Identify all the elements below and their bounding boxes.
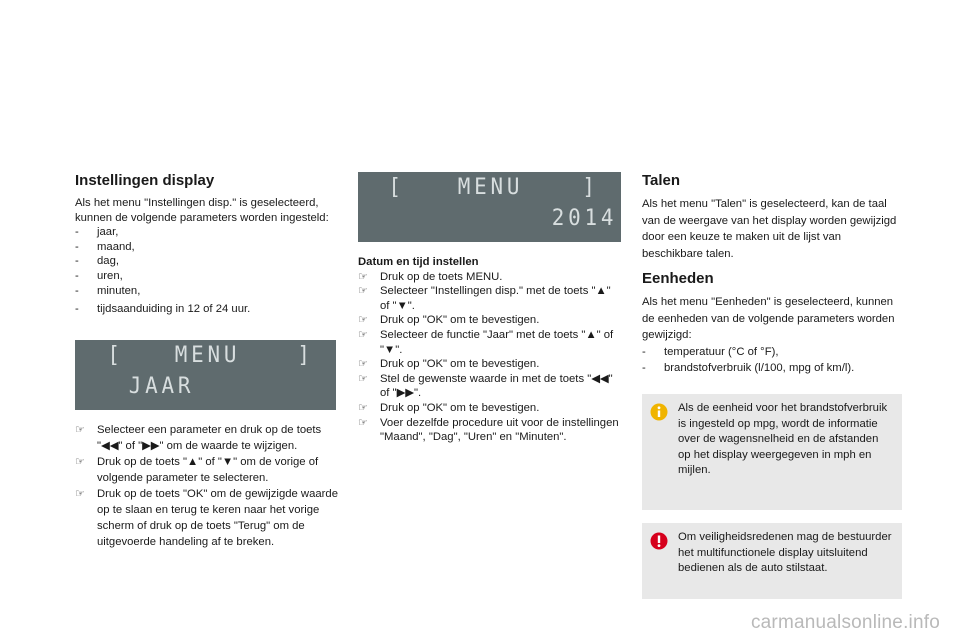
lcd-value: JAAR xyxy=(128,374,195,399)
list-item xyxy=(358,328,623,357)
step-text: Stel de gewenste waarde in met de toets "◀◀" of "▶▶". xyxy=(380,372,613,400)
lcd-display-2014 xyxy=(358,172,621,242)
section-title-display-settings: Instellingen display xyxy=(75,172,215,189)
units-text: Als het menu "Eenheden" is geselecteerd, kunnen de eenheden van de volgende parameters worden gewijzigd: xyxy=(642,296,895,341)
step-text: Druk op "OK" om te bevestigen. xyxy=(380,314,540,327)
list-item: - temperatuur (°C of °F), xyxy=(642,344,897,361)
list-item xyxy=(75,422,340,454)
warning-note xyxy=(642,523,902,599)
list-item: - uren, xyxy=(75,269,340,284)
date-time-steps-list xyxy=(358,270,623,445)
list-item xyxy=(358,313,623,328)
lcd-bracket-left: [ xyxy=(388,175,405,200)
list-item xyxy=(358,357,623,372)
lcd-bracket-right: ] xyxy=(297,343,314,368)
step-text: Druk op "OK" om te bevestigen. xyxy=(380,401,540,414)
step-text: Druk op de toets "▲" of "▼" om de vorige of volgende parameter te selecteren. xyxy=(97,456,319,484)
list-item: - tijdsaanduiding in 12 of 24 uur. xyxy=(75,302,340,317)
pointing-finger-icon: ☞ xyxy=(358,401,368,414)
list-item xyxy=(75,454,340,486)
step-text: Druk op de toets MENU. xyxy=(380,270,503,283)
list-item: - dag, xyxy=(75,254,340,269)
watermark: carmanualsonline.info xyxy=(750,612,940,633)
info-note xyxy=(642,394,902,510)
left-steps-list xyxy=(75,422,340,550)
section-title-units: Eenheden xyxy=(642,270,714,287)
list-item: - brandstofverbruik (l/100, mpg of km/l). xyxy=(642,360,897,377)
step-text: Selecteer "Instellingen disp." met de toets "▲" of "▼". xyxy=(380,285,611,312)
pointing-finger-icon: ☞ xyxy=(358,270,368,283)
step-text: Voer dezelfde procedure uit voor de instellingen "Maand", "Dag", "Uren" en "Minuten". xyxy=(380,416,619,444)
list-item: - jaar, xyxy=(75,225,340,240)
pointing-finger-icon: ☞ xyxy=(358,372,368,385)
list-item xyxy=(358,416,623,445)
list-item xyxy=(358,372,623,401)
pointing-finger-icon: ☞ xyxy=(75,488,85,500)
right-column xyxy=(642,172,897,377)
pointing-finger-icon: ☞ xyxy=(358,314,368,327)
list-item: - maand, xyxy=(75,240,340,255)
languages-text: Als het menu "Talen" is geselecteerd, kan de taal van de weergave van het display worden gewijzigd door een keuze te maken uit de lijst van beschikbare talen. xyxy=(642,198,897,260)
display-settings-intro: Als het menu "Instellingen disp." is geselecteerd, kunnen de volgende parameters worden ingesteld: xyxy=(75,197,329,224)
step-text: Selecteer de functie "Jaar" met de toets "▲" of "▼". xyxy=(380,328,614,356)
list-item xyxy=(75,486,340,550)
middle-column xyxy=(358,255,623,445)
pointing-finger-icon: ☞ xyxy=(75,456,85,468)
display-parameters-list xyxy=(75,225,340,317)
lcd-menu-label: MENU xyxy=(457,175,524,200)
info-note-text: Als de eenheid voor het brandstofverbruik is ingesteld op mpg, wordt de informatie over de wagensnelheid en de afstanden op het display weergegeven in mph en mijlen. xyxy=(678,402,888,476)
lcd-bracket-right: ] xyxy=(582,175,599,200)
lcd-value: 2014 xyxy=(551,206,618,231)
left-steps xyxy=(75,422,340,550)
list-item xyxy=(358,270,623,285)
warning-note-text: Om veiligheidsredenen mag de bestuurder het multifunctionele display uitsluitend bedienen als de auto stilstaat. xyxy=(678,531,892,574)
warning-icon xyxy=(650,532,668,555)
info-icon xyxy=(650,403,668,426)
step-text: Druk op "OK" om te bevestigen. xyxy=(380,358,540,371)
units-list xyxy=(642,344,897,377)
step-text: Selecteer een parameter en druk op de toets "◀◀" of "▶▶" om de waarde te wijzigen. xyxy=(97,424,322,452)
list-item xyxy=(358,401,623,416)
pointing-finger-icon: ☞ xyxy=(358,416,368,429)
lcd-display-jaar xyxy=(75,340,336,410)
pointing-finger-icon: ☞ xyxy=(358,285,368,298)
step-text: Druk op de toets "OK" om de gewijzigde waarde op te slaan en terug te keren naar het vorige scherm of druk op de toets "Terug" om de uitgevoerde handeling af te breken. xyxy=(97,488,338,548)
list-item xyxy=(358,284,623,313)
lcd-bracket-left: [ xyxy=(107,343,124,368)
pointing-finger-icon: ☞ xyxy=(75,424,85,436)
section-title-languages: Talen xyxy=(642,172,681,189)
pointing-finger-icon: ☞ xyxy=(358,358,368,371)
list-item: - minuten, xyxy=(75,284,340,299)
pointing-finger-icon: ☞ xyxy=(358,328,368,341)
date-time-subtitle: Datum en tijd instellen xyxy=(358,256,479,268)
left-column xyxy=(75,172,340,317)
lcd-menu-label: MENU xyxy=(174,343,241,368)
